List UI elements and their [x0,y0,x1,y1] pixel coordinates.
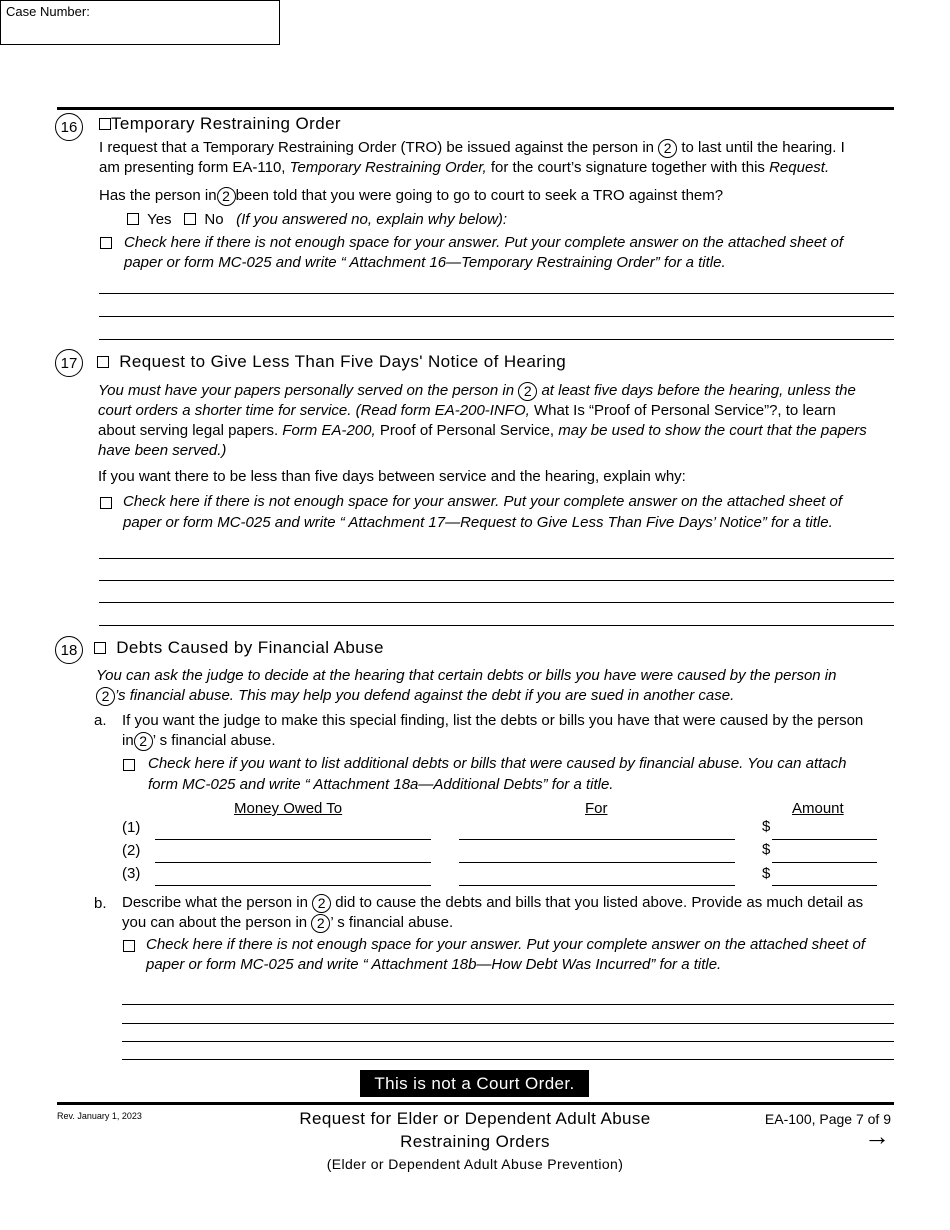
s17-answer-line[interactable] [99,580,894,581]
tro-text-c: for the court’s signature together with this [490,159,765,176]
item-b-label: b. [94,895,107,912]
s17-text-b: at least five days before the hearing, unless the [541,382,856,399]
debts-checkbox[interactable] [94,642,106,654]
tro-request-line-2 [99,158,829,179]
dollar-sign: $ [762,841,771,858]
s17-answer-line[interactable] [99,625,894,626]
tro-form-ref: am presenting form EA-110, [99,159,286,176]
party-2-ref: 2 [96,687,115,706]
section-16-title [99,114,341,134]
section-17-title-text: Request to Give Less Than Five Days' Notice of Hearing [119,352,567,371]
s18-intro-text: ’s financial abuse. This may help you defend against the debt if you are sued in another case. [115,687,735,704]
dollar-sign: $ [762,818,771,835]
s18-intro-1: You can ask the judge to decide at the hearing that certain debts or bills you have were caused by the person in [96,667,837,684]
s17-more-space-checkbox[interactable] [100,497,112,509]
owed-to-field[interactable] [155,862,431,863]
s16-answer-line[interactable] [99,316,894,317]
item-number-18: 18 [55,636,83,664]
item-a-label: a. [94,712,107,729]
s18b-answer-line[interactable] [122,1023,894,1024]
owed-to-field[interactable] [155,885,431,886]
for-field[interactable] [459,839,735,840]
item-b-check-1: Check here if there is not enough space for your answer. Put your complete answer on the attached sheet of [146,936,866,953]
s16-check-line-1: Check here if there is not enough space for your answer. Put your complete answer on the attached sheet of [124,234,844,251]
yes-checkbox[interactable] [127,213,139,225]
amount-field[interactable] [772,862,877,863]
tro-text-a: I request that a Temporary Restraining Order (TRO) be issued against the person in [99,139,654,156]
footer-divider [57,1102,894,1105]
s17-answer-line[interactable] [99,558,894,559]
form-title-line-2: Restraining Orders [400,1132,550,1151]
revision-date: Rev. January 1, 2023 [57,1111,142,1121]
item-a-text-b: ’ s financial abuse. [152,732,276,749]
form-page-number: EA-100, Page 7 of 9 [764,1111,891,1127]
s17-line-1 [98,381,856,402]
for-field[interactable] [459,885,735,886]
party-2-ref: 2 [312,894,331,913]
top-divider [57,107,894,110]
s17-line-4: have been served.) [98,442,227,459]
tro-request-line-1 [99,138,845,159]
item-b-text-a: Describe what the person in [122,894,308,911]
s17-form-title: What Is “Proof of Personal Service”?, [533,402,782,419]
col-amount: Amount [792,800,844,817]
form-title-line-1: Request for Elder or Dependent Adult Abuse [299,1109,651,1128]
item-a-line-2 [122,731,276,752]
s16-more-space-checkbox[interactable] [100,237,112,249]
not-court-order-notice: This is not a Court Order. [360,1070,589,1097]
s17-form-name: Proof of Personal Service, [379,422,555,439]
item-b-line-1 [122,893,863,914]
section-17-title [97,352,566,372]
item-b-text-d: ’ s financial abuse. [330,914,454,931]
party-2-ref: 2 [518,382,537,401]
section-18-title-text: Debts Caused by Financial Abuse [116,638,384,657]
row-label: (2) [122,842,141,859]
tro-checkbox[interactable] [99,118,111,130]
less-notice-checkbox[interactable] [97,356,109,368]
s18b-answer-line[interactable] [122,1059,894,1060]
no-label: No [204,211,224,228]
question-text-a: Has the person in [99,187,217,204]
s17-answer-line[interactable] [99,602,894,603]
yes-no-row [127,210,507,231]
dollar-sign: $ [762,865,771,882]
tro-request-word: Request. [769,159,830,176]
yes-label: Yes [147,211,172,228]
s18b-answer-line[interactable] [122,1004,894,1005]
case-number-box[interactable] [0,0,280,45]
additional-debts-checkbox[interactable] [123,759,135,771]
form-subtitle: (Elder or Dependent Adult Abuse Prevention) [326,1156,624,1172]
row-label: (3) [122,865,141,882]
s16-answer-line[interactable] [99,293,894,294]
tro-form-title: Temporary Restraining Order, [289,159,487,176]
s17-check-line-1: Check here if there is not enough space for your answer. Put your complete answer on the attached sheet of [123,493,843,510]
s17-check-line-2: paper or form MC-025 and write “ Attachment 17—Request to Give Less Than Five Days’ Notice” for a title. [123,514,833,531]
s16-check-line-2: paper or form MC-025 and write “ Attachment 16—Temporary Restraining Order” for a title. [124,254,726,271]
section-16-title-text: Temporary Restraining Order [111,114,341,133]
item-b-text-b: did to cause the debts and bills that you listed above. Provide as much detail as [335,894,864,911]
item-number-17: 17 [55,349,83,377]
item-b-line-2 [122,913,453,934]
s16-answer-line[interactable] [99,339,894,340]
s18b-answer-line[interactable] [122,1041,894,1042]
item-number-16: 16 [55,113,83,141]
s17-line-3 [98,421,867,442]
party-2-ref: 2 [134,732,153,751]
s17-text-d: to learn [785,402,836,419]
row-label: (1) [122,819,141,836]
s17-text-f: may be used to show the court that the papers [558,422,867,439]
s17-line-2 [98,401,836,422]
tro-question [99,186,723,207]
item-a-check-2: form MC-025 and write “ Attachment 18a—Additional Debts” for a title. [148,776,614,793]
next-page-arrow-icon: → [864,1121,890,1151]
col-for: For [585,800,608,817]
party-2-ref: 2 [311,914,330,933]
s17-explain-prompt: If you want there to be less than five days between service and the hearing, explain why: [98,468,686,485]
question-text-b: been told that you were going to go to court to seek a TRO against them? [235,187,724,204]
col-money-owed-to: Money Owed To [234,800,343,817]
owed-to-field[interactable] [155,839,431,840]
item-a-line-1: If you want the judge to make this special finding, list the debts or bills you have that were caused by the person [122,712,864,729]
item-b-text-c: you can about the person in [122,914,308,931]
amount-field[interactable] [772,885,877,886]
tro-text-b: to last until the hearing. I [681,139,845,156]
s17-text-a: You must have your papers personally served on the person in [98,382,515,399]
for-field[interactable] [459,862,735,863]
item-b-check-2: paper or form MC-025 and write “ Attachment 18b—How Debt Was Incurred” for a title. [146,956,722,973]
s17-text-e: about serving legal papers. [98,422,279,439]
no-note: (If you answered no, explain why below): [236,211,508,228]
section-18-title [94,638,384,658]
amount-field[interactable] [772,839,877,840]
item-a-text-a: in [122,732,134,749]
s17-form-ref: Form EA-200, [282,422,376,439]
party-2-ref: 2 [658,139,677,158]
no-checkbox[interactable] [184,213,196,225]
s17-text-c: court orders a shorter time for service. (Read form EA-200-INFO, [98,402,530,419]
party-2-ref: 2 [217,187,236,206]
s18b-more-space-checkbox[interactable] [123,940,135,952]
item-a-check-1: Check here if you want to list additional debts or bills that were caused by financial abuse. You can attach [148,755,847,772]
case-number-label: Case Number: [6,4,90,19]
s18-intro-2 [96,686,734,707]
